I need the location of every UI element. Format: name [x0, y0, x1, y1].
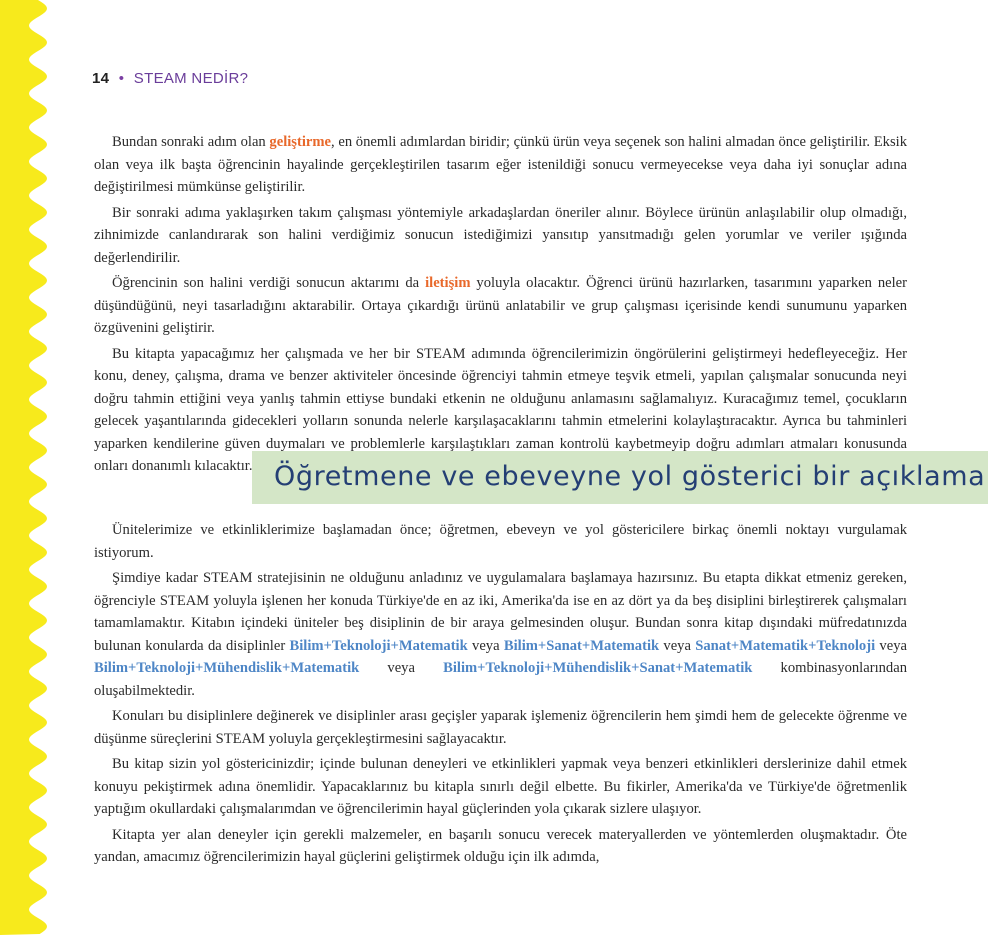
keyword-highlight: iletişim: [425, 275, 471, 291]
paragraph: Şimdiye kadar STEAM stratejisinin ne olduğunu anladınız ve uygulamalara başlamaya hazırsınız. Bu etapta dikkat etmeniz gereken, öğrenciyle STEAM yoluyla işlenen her konuda Türkiye'de en az iki, Amerika'da ise en az dört ya da beş disiplini birleştirerek çalışmaları tamamlamaktır. Kitabın içindeki üniteler beş disiplinin de bir araya gelmesinden oluşur. Bundan sonra kitap dışındaki müfredatınızda bulunan konularda da disiplinler Bilim+Teknoloji+Matematik veya Bilim+Sanat+Matematik veya Sanat+Matematik+Teknoloji veya Bilim+Teknoloji+Mühendislik+Matematik veya Bilim+Teknoloji+Mühendislik+Sanat+Matematik kombinasyonlarından oluşabilmektedir.: [94, 570, 907, 699]
yellow-wavy-edge: [0, 0, 60, 935]
discipline-combo: Bilim+Sanat+Matematik: [503, 637, 660, 654]
header-separator: •: [118, 70, 125, 87]
paragraph: Kitapta yer alan deneyler için gerekli malzemeler, en başarılı sonucu verecek materyallerden ve yöntemlerden oluşmaktadır. Öte yandan, amacımız öğrencilerimizin hayal güçlerini geliştirmek olduğu için ilk adımda,: [94, 826, 907, 865]
section-heading: Öğretmene ve ebeveyne yol gösterici bir açıklama: [274, 461, 986, 492]
paragraph: Bundan sonraki adım olan geliştirme, en önemli adımlardan biridir; çünkü ürün veya seçenek son halini almadan önce geliştirilir. Eksik olan veya ilk başta öğrencinin hayalinde gerçekleştirilen tasarım eğer istenildiği sonucu vermeyecekse veya daha iyi sonuçlar adına değiştirilmesi mümkünse geliştirilir.: [94, 134, 908, 195]
paragraph: Bu kitap sizin yol göstericinizdir; içinde bulunan deneyleri ve etkinlikleri yapmak veya benzeri etkinlikleri derslerinize dahil etmek konuyu pekiştirmek adına önemlidir. Yapacaklarınız bu kitapla sınırlı değil elbette. Bu fikirler, Amerika'da ve Türkiye'de öğretmenlik yaptığım okullardaki çalışmalarımdan ve öğrencilerimin hayal güçlerinden yola çıkarak sizlere ulaşıyor.: [94, 756, 907, 817]
chapter-title: STEAM NEDİR?: [133, 70, 249, 87]
discipline-combo: Bilim+Teknoloji+Matematik: [289, 637, 468, 654]
discipline-combo: Bilim+Teknoloji+Mühendislik+Matematik: [94, 660, 360, 676]
page-number: 14: [92, 70, 110, 87]
discipline-combo: Bilim+Teknoloji+Mühendislik+Sanat+Matematik: [443, 660, 753, 676]
paragraph: Öğrencinin son halini verdiği sonucun aktarımı da iletişim yoluyla olacaktır. Öğrenci ürünü hazırlarken, tasarımını yaparken neler düşündüğünü, neyi tasarladığını aktarabilir. Ortaya çıkardığı ürünü anlatabilir ve grup çalışması içerisinde kendi sunumunu yaparken özgüvenini geliştirir.: [94, 275, 907, 336]
paragraph: Bir sonraki adıma yaklaşırken takım çalışması yöntemiyle arkadaşlardan öneriler alınır. Böylece ürünün anlaşılabilir olup olmadığı, zihnimizde canlandırarak son halini verdiğimiz sonucun istediğimizi yansıtıp yansıtmadığı gelen yorumlar ve veriler ışığında değerlendirilir.: [94, 204, 907, 266]
running-header: [92, 70, 248, 87]
section-banner: [252, 451, 988, 504]
section-2-text: [94, 519, 907, 872]
section-1-text: [94, 131, 907, 481]
paragraph: Ünitelerimize ve etkinliklerimize başlamadan önce; öğretmen, ebeveyn ve yol göstericilere birkaç önemli noktayı vurgulamak istiyorum.: [94, 522, 907, 561]
keyword-highlight: geliştirme: [269, 134, 332, 150]
paragraph: Konuları bu disiplinlere değinerek ve disiplinler arası geçişler yaparak işlemeniz öğrencilerin hem şimdi hem de gelecekte öğrenme ve düşünme süreçlerini STEAM yoluyla gerçekleştirmesini sağlayacaktır.: [94, 708, 907, 747]
discipline-combo: Sanat+Matematik+Teknoloji: [695, 637, 876, 654]
paragraph: Bu kitapta yapacağımız her çalışmada ve her bir STEAM adımında öğrencilerimizin öngörülerini geliştirmeyi hedefleyeceğiz. Her konu, deney, çalışma, drama ve benzer aktiviteler öncesinde öğrenciyi tahmin etmeye teşvik etmeli, yapılan çalışmalar sonucunda neyi doğru tahmin ettiğini veya yanlış tahmin ettiyse bundaki etkenin ne olduğunu anlamasını sağlamalıyız. Kuracağımız temel, çocukların gelecek yaşantılarında gidecekleri yolların sonunda nelerle karşılaşacaklarını tahmin etmelerini kolaylaştıracaktır. Ayrıca bu tahminleri yaparken kendilerine güven duymaları ve problemlerle karşılaştıkları zaman kontrolü kaybetmeyip doğru adımları atmaları konusunda onları donanımlı kılacaktır.: [94, 345, 907, 474]
